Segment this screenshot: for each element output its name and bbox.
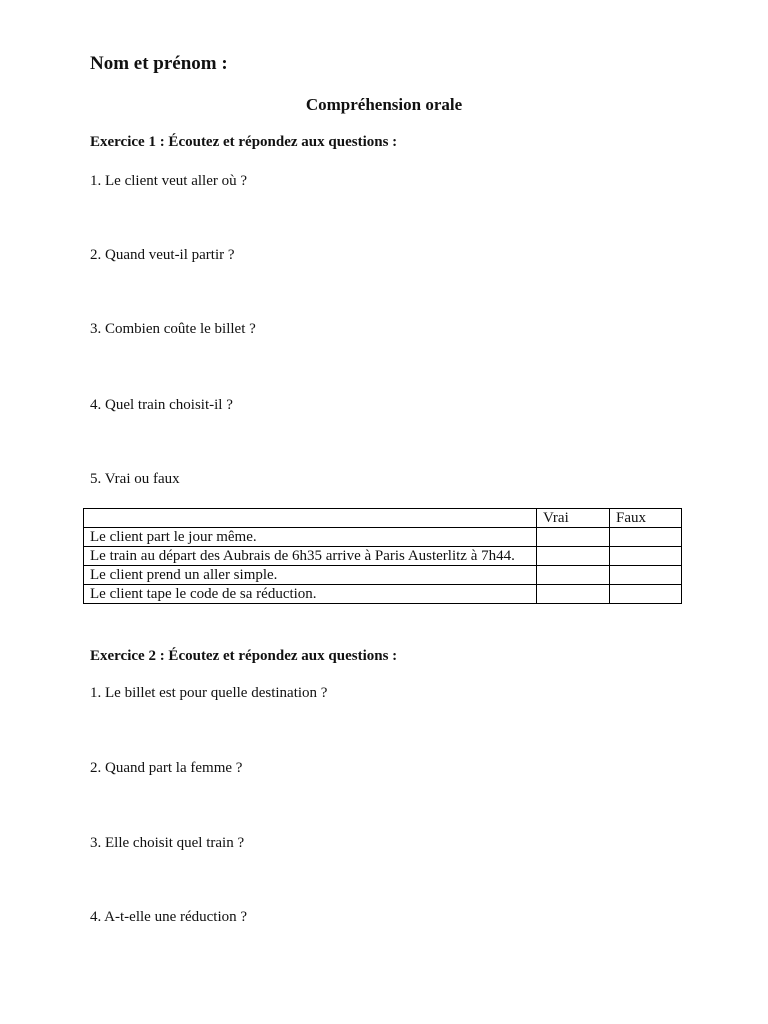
page-title: Compréhension orale [305,95,463,114]
exercise-1-question-3: 3. Combien coûte le billet ? [90,321,256,337]
vrai-answer-cell[interactable] [537,566,610,585]
table-row [84,566,682,585]
name-label: Nom et prénom : [90,53,228,74]
statement-cell: Le client part le jour même. [84,528,537,547]
exercise-1-question-1: 1. Le client veut aller où ? [90,173,248,189]
faux-answer-cell[interactable] [610,566,682,585]
table-row [84,585,682,604]
true-false-table [83,508,682,604]
faux-answer-cell[interactable] [610,528,682,547]
table-header-statement [84,509,537,528]
exercise-2-question-1: 1. Le billet est pour quelle destination ? [90,685,328,701]
exercise-1-question-5: 5. Vrai ou faux [90,471,180,487]
exercise-1-question-4: 4. Quel train choisit-il ? [90,397,233,413]
exercise-2-heading: Exercice 2 : Écoutez et répondez aux questions : [90,648,398,664]
exercise-2-question-2: 2. Quand part la femme ? [90,760,243,776]
statement-cell: Le train au départ des Aubrais de 6h35 arrive à Paris Austerlitz à 7h44. [84,547,537,566]
exercise-2-question-3: 3. Elle choisit quel train ? [90,835,245,851]
vrai-answer-cell[interactable] [537,547,610,566]
exercise-2-question-4: 4. A-t-elle une réduction ? [90,909,248,925]
table-header-row [84,509,682,528]
statement-cell: Le client prend un aller simple. [84,566,537,585]
exercise-1-question-2: 2. Quand veut-il partir ? [90,247,235,263]
vrai-answer-cell[interactable] [537,585,610,604]
faux-answer-cell[interactable] [610,547,682,566]
faux-answer-cell[interactable] [610,585,682,604]
table-row [84,528,682,547]
vrai-answer-cell[interactable] [537,528,610,547]
table-header-faux: Faux [610,509,682,528]
statement-cell: Le client tape le code de sa réduction. [84,585,537,604]
exercise-1-heading: Exercice 1 : Écoutez et répondez aux questions : [90,134,398,150]
table-header-vrai: Vrai [537,509,610,528]
table-row [84,547,682,566]
